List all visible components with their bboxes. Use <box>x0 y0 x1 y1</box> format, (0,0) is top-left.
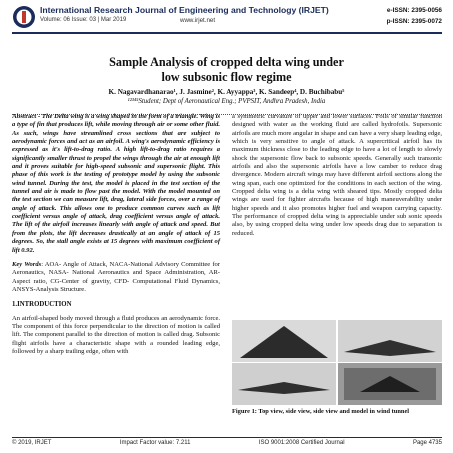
paper-title-line-2: low subsonic flow regime <box>161 70 292 84</box>
journal-title: International Research Journal of Engineering and Technology (IRJET) <box>40 5 329 15</box>
abstract <box>12 113 220 255</box>
journal-header <box>12 3 442 33</box>
issn-block <box>362 5 442 27</box>
keywords <box>12 261 220 294</box>
irjet-logo-icon <box>12 5 36 29</box>
paper-title-line-1: Sample Analysis of cropped delta wing under <box>109 55 344 69</box>
author-affiliation: ¹²³⁴⁵Student; Dept of Aeronautical Eng.; PVPSIT, Andhra Pradesh, India <box>127 98 326 105</box>
page-footer <box>12 440 442 450</box>
keywords-label: Key Words <box>12 260 42 268</box>
header-divider <box>12 32 442 34</box>
intro-paragraph: An airfoil-shaped body moved through a fluid produces an aerodynamic force. The component of this force perpendicular to the direction of motion is called lift. The component parallel to the direction of motion is called drag. Subsonic flight airfoils have a characteristic shape with a rounded leading edge, followed by a sharp trailing edge, often with <box>12 314 220 355</box>
author-list: K. Nagavardhanarao¹, J. Jasmine², K. Ayyappa³, K. Sandeep⁴, D. Buchibabu⁵ <box>108 88 345 96</box>
left-column <box>12 113 220 356</box>
right-column-paragraph: a symmetric curvature of upper and lower surfaces. Foils of similar function designed with water as the working fluid are called hydrofoils. Supersonic airfoils are much more angular in shape and can have a very sharp leading edge, which is very sensitive to angle of attack. A supercritical airfoil has its maximum thickness close to the leading edge to have a lot of length to slowly shock the supersonic flow back to subsonic speeds. Generally such transonic airfoils and also the supersonic airfoils have a low camber to reduce drag divergence. Modern aircraft wings may have different airfoil sections along the wing span, each one optimized for the conditions in each section of the wing. Cropped delta wing is a delta wing with sheared tips. Mostly cropped delta wings are used for fighter aircrafts because of high maneuverability under higher speeds and it also promotes higher fuel and weapon carrying capacity. The performance of cropped delta wing is appreciable under sub sonic speeds also, by using cropped delta wing under low speeds drag due to separation is reduced. <box>232 113 442 237</box>
journal-website[interactable]: www.irjet.net <box>180 17 216 24</box>
volume-info: Volume: 06 Issue: 03 | Mar 2019 <box>40 17 127 23</box>
section-heading: 1.INTRODUCTION <box>12 301 72 309</box>
footer-page-number: Page 4735 <box>412 440 442 446</box>
paper-title <box>40 55 413 85</box>
footer-divider <box>12 437 442 438</box>
abstract-text: - The Delta wing is a wing shaped in the form of a triangle. Wing is a type of fin that produces lift, while moving through air or some other fluid. As such, wings have streamlined cross sections that are subject to aerodynamic forces and act as an airfoil. A wing's aerodynamic efficiency is expressed as it's lift-to-drag ratio. A high lift-to-drag ratio requires a significantly smaller thrust to propel the wings through the air at enough lift and it proves suitable for high-speed subsonic and supersonic flight. This phase of this work is the testing of prototype model by using the subsonic wind tunnel. During the test, the model is placed in the test section of the tunnel and air is made to flow past the model. With the model mounted on the test section we can measure lift, drag, lateral side forces, over a range of angle of attack. This allows one to produce common curves such as lift coefficient versus angle of attack, drag coefficient versus angle of attack. The lift of the airfoil increases linearly with angle of attack and speed. But from the plots, the lift decreases drastically at an angle of attack of 15 degrees. So, the stall angle exists at 15 degrees with maximum coefficient of lift 0.92. <box>12 113 220 254</box>
footer-iso: ISO 9001:2008 Certified Journal <box>258 440 345 446</box>
right-column <box>232 113 442 238</box>
footer-copyright: © 2019, IRJET <box>12 440 52 446</box>
delta-wing-photos-icon <box>232 320 442 405</box>
pissn: p-ISSN: 2395-0072 <box>386 18 442 25</box>
eissn: e-ISSN: 2395-0056 <box>386 7 442 14</box>
keywords-text: : AOA- Angle of Attack, NACA-National Advisory Committee for Aeronautics, NASA- National Aeronautics and Space Administration, AR-Aspect ratio, CG-Center of gravity, CFD- Computational Fluid Dynamics, ANSYS-Analysis Structure. <box>12 260 220 293</box>
figure-caption: Figure 1: Top view, side view, side view and model in wind tunnel <box>232 408 410 415</box>
abstract-label: Abstract <box>12 113 37 120</box>
footer-impact-factor: Impact Factor value: 7.211 <box>119 440 191 446</box>
